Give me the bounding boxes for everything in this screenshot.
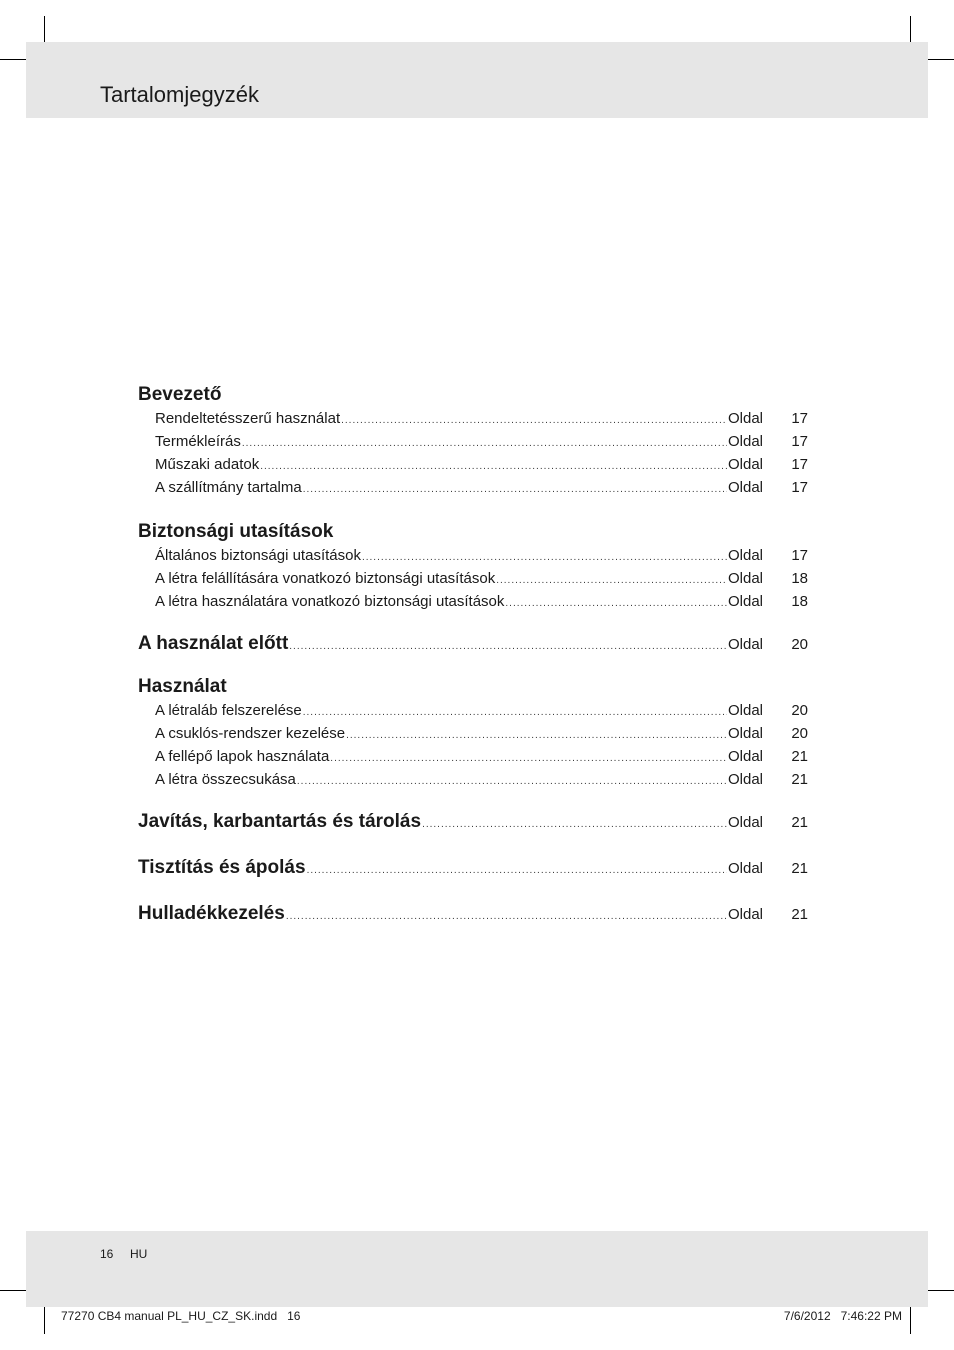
toc-entry[interactable]: [138, 407, 808, 430]
toc-entry-hulladek[interactable]: [138, 899, 808, 929]
page-word: Oldal: [728, 725, 764, 742]
footer-page-number: 16: [100, 1247, 114, 1261]
section-title: Biztonsági utasítások: [138, 521, 334, 542]
page-word: Oldal: [728, 814, 764, 831]
dot-leader: [496, 569, 727, 592]
toc-entry-label: Műszaki adatok: [155, 456, 260, 473]
page-word: Oldal: [728, 547, 764, 564]
page-number: 21: [791, 906, 808, 923]
toc-entry-label: A fellépő lapok használata: [155, 748, 330, 765]
print-datetime: 7/6/2012 7:46:22 PM: [783, 1309, 902, 1323]
page-word: Oldal: [728, 433, 764, 450]
dot-leader: [303, 478, 727, 501]
dot-leader: [303, 701, 727, 724]
dot-leader: [346, 724, 727, 747]
page-word: Oldal: [728, 570, 764, 587]
page-title: Tartalomjegyzék: [100, 82, 259, 107]
toc-entry[interactable]: [138, 745, 808, 768]
toc-entry-hasznalat-elott[interactable]: [138, 629, 808, 659]
dot-leader: [297, 770, 727, 793]
page-word: Oldal: [728, 702, 764, 719]
page-number: 17: [791, 433, 808, 450]
page-word: Oldal: [728, 593, 764, 610]
page-number: 17: [791, 410, 808, 427]
page-word: Oldal: [728, 636, 764, 653]
page-number: 21: [791, 771, 808, 788]
page-number: 17: [791, 547, 808, 564]
dot-leader: [330, 747, 727, 770]
toc-entry-label: A létraláb felszerelése: [155, 702, 302, 719]
toc-entry-label: Rendeltetésszerű használat: [155, 410, 341, 427]
section-title: Bevezető: [138, 384, 222, 405]
page-number: 21: [791, 860, 808, 877]
dot-leader: [422, 810, 727, 840]
table-of-contents: [138, 383, 808, 929]
section-title: Használat: [138, 676, 227, 697]
dot-leader: [289, 632, 727, 662]
crop-mark: [910, 1304, 911, 1334]
dot-leader: [286, 902, 727, 932]
dot-leader: [341, 409, 727, 432]
crop-mark: [44, 1304, 45, 1334]
page-number: 20: [791, 636, 808, 653]
dot-leader: [242, 432, 727, 455]
dot-leader: [362, 546, 727, 569]
crop-mark: [924, 1290, 954, 1291]
toc-section-hasznalat: [138, 675, 808, 791]
page-number: 18: [791, 593, 808, 610]
toc-entry[interactable]: [138, 567, 808, 590]
toc-section-biztonsagi: [138, 520, 808, 613]
page-word: Oldal: [728, 410, 764, 427]
dot-leader: [260, 455, 727, 478]
page-number: 21: [791, 748, 808, 765]
toc-entry[interactable]: [138, 590, 808, 613]
print-file-info: 77270 CB4 manual PL_HU_CZ_SK.indd 16: [61, 1309, 301, 1323]
toc-entry-label: Javítás, karbantartás és tárolás: [138, 811, 422, 832]
page-word: Oldal: [728, 906, 764, 923]
footer-band: [26, 1231, 928, 1307]
toc-entry-label: Általános biztonsági utasítások: [155, 547, 361, 564]
toc-entry[interactable]: [138, 768, 808, 791]
page-number: 17: [791, 479, 808, 496]
page-number: 18: [791, 570, 808, 587]
toc-entry[interactable]: [138, 453, 808, 476]
toc-entry-tisztitas[interactable]: [138, 853, 808, 883]
page-word: Oldal: [728, 748, 764, 765]
toc-entry[interactable]: [138, 699, 808, 722]
toc-entry[interactable]: [138, 476, 808, 499]
dot-leader: [505, 592, 727, 615]
toc-entry-label: Termékleírás: [155, 433, 241, 450]
toc-entry-javitas[interactable]: [138, 807, 808, 837]
page-number: 17: [791, 456, 808, 473]
page-number: 21: [791, 814, 808, 831]
toc-entry[interactable]: [138, 544, 808, 567]
toc-entry-label: Hulladékkezelés: [138, 903, 285, 924]
page-word: Oldal: [728, 771, 764, 788]
toc-entry-label: A használat előtt: [138, 633, 289, 654]
header-band: [26, 42, 928, 118]
toc-entry-label: A létra használatára vonatkozó biztonsági utasítások: [155, 593, 505, 610]
toc-entry-label: A létra összecsukása: [155, 771, 296, 788]
dot-leader: [307, 856, 727, 886]
footer-language: HU: [130, 1247, 148, 1261]
toc-entry-label: Tisztítás és ápolás: [138, 857, 306, 878]
page-word: Oldal: [728, 479, 764, 496]
crop-mark: [924, 59, 954, 60]
page-number: 20: [791, 725, 808, 742]
toc-entry-label: A létra felállítására vonatkozó biztonsági utasítások: [155, 570, 496, 587]
toc-entry[interactable]: [138, 430, 808, 453]
toc-section-bevezeto: [138, 383, 808, 499]
toc-entry-label: A csuklós-rendszer kezelése: [155, 725, 346, 742]
toc-entry-label: A szállítmány tartalma: [155, 479, 302, 496]
page-number: 20: [791, 702, 808, 719]
page-word: Oldal: [728, 860, 764, 877]
toc-entry[interactable]: [138, 722, 808, 745]
page-word: Oldal: [728, 456, 764, 473]
